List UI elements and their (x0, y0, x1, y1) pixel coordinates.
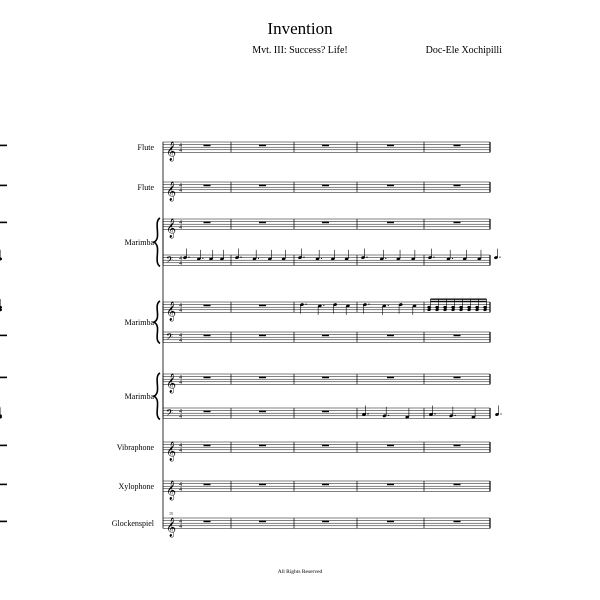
whole-rest (387, 145, 394, 147)
augmentation-dot (202, 258, 203, 259)
note-beam (431, 301, 487, 302)
whole-rest (454, 145, 461, 147)
note-head (451, 309, 454, 312)
whole-rest (204, 521, 211, 523)
whole-rest (322, 335, 329, 337)
whole-rest (322, 145, 329, 147)
whole-rest (259, 335, 266, 337)
augmentation-dot (388, 415, 389, 416)
whole-rest (387, 185, 394, 187)
time-signature-bottom: 4 (179, 188, 182, 194)
whole-rest (259, 445, 266, 447)
note-head (443, 309, 446, 312)
augmentation-dot (499, 257, 500, 258)
whole-rest (0, 222, 7, 224)
whole-rest (322, 521, 329, 523)
treble-clef-icon: 𝄞 (166, 373, 177, 394)
note-head (443, 306, 446, 309)
whole-rest (322, 377, 329, 379)
whole-rest (259, 411, 266, 413)
augmentation-dot (258, 258, 259, 259)
bass-clef-icon: 𝄢 (166, 331, 174, 345)
note-head (467, 309, 470, 312)
grand-staff-brace (154, 373, 160, 419)
augmentation-dot (366, 257, 367, 258)
time-signature-top: 4 (179, 481, 182, 488)
note-head (483, 306, 486, 309)
whole-rest (387, 222, 394, 224)
whole-rest (322, 445, 329, 447)
time-signature-top: 4 (179, 374, 182, 381)
whole-rest (204, 377, 211, 379)
augmentation-dot (388, 305, 389, 306)
whole-rest (0, 521, 7, 523)
whole-rest (387, 445, 394, 447)
instrument-label: Vibraphone (116, 443, 154, 453)
treble-clef-icon: 𝄞 (166, 218, 177, 239)
instrument-label: Marimba (124, 318, 154, 328)
augmentation-dot (500, 413, 501, 414)
whole-rest (204, 145, 211, 147)
whole-rest (259, 484, 266, 486)
whole-rest (387, 377, 394, 379)
whole-rest (204, 484, 211, 486)
treble-clef-icon: 𝄞 (166, 441, 177, 462)
time-signature-bottom: 4 (179, 524, 182, 530)
note-head (475, 306, 478, 309)
note-head (459, 306, 462, 309)
whole-rest (454, 484, 461, 486)
augmentation-dot (385, 258, 386, 259)
whole-rest (204, 411, 211, 413)
augmentation-dot (305, 304, 306, 305)
time-signature-top: 4 (179, 142, 182, 149)
time-signature-bottom: 4 (179, 487, 182, 493)
whole-rest (387, 335, 394, 337)
time-signature-top: 4 (179, 219, 182, 226)
whole-rest (0, 484, 7, 486)
time-signature-bottom: 4 (179, 148, 182, 154)
whole-rest (259, 145, 266, 147)
augmentation-dot (303, 257, 304, 258)
time-signature-bottom: 4 (179, 308, 182, 314)
bass-clef-icon: 𝄢 (166, 254, 174, 268)
whole-rest (454, 335, 461, 337)
time-signature-top: 4 (179, 182, 182, 189)
octave-marking: 15 (169, 511, 173, 516)
whole-rest (454, 377, 461, 379)
score-title: Invention (267, 19, 333, 38)
grand-staff-brace (154, 218, 160, 266)
note-head (467, 306, 470, 309)
time-signature-top: 4 (179, 518, 182, 525)
time-signature-top: 4 (179, 408, 182, 415)
treble-clef-icon: 𝄞 (166, 517, 177, 538)
treble-clef-icon: 𝄞 (166, 301, 177, 322)
time-signature-top: 4 (179, 255, 182, 262)
whole-rest (0, 335, 7, 337)
whole-rest (259, 222, 266, 224)
whole-rest (259, 185, 266, 187)
instrument-label: Flute (137, 143, 154, 153)
note-head (427, 306, 430, 309)
augmentation-dot (367, 413, 368, 414)
instrument-label: Flute (137, 183, 154, 193)
note-head (475, 309, 478, 312)
time-signature-top: 4 (179, 332, 182, 339)
augmentation-dot (433, 257, 434, 258)
instrument-label: Xylophone (118, 482, 154, 492)
whole-rest (204, 305, 211, 307)
time-signature-bottom: 4 (179, 225, 182, 231)
whole-rest (454, 185, 461, 187)
note-head (451, 306, 454, 309)
bass-clef-icon: 𝄢 (166, 407, 174, 421)
whole-rest (0, 445, 7, 447)
whole-rest (204, 222, 211, 224)
composer-name: Doc-Ele Xochipilli (425, 45, 502, 56)
augmentation-dot (368, 304, 369, 305)
movement-subtitle: Mvt. III: Success? Life! (252, 45, 348, 56)
whole-rest (0, 145, 7, 147)
augmentation-dot (321, 258, 322, 259)
augmentation-dot (434, 413, 435, 414)
augmentation-dot (455, 415, 456, 416)
time-signature-bottom: 4 (179, 414, 182, 420)
whole-rest (204, 335, 211, 337)
treble-clef-icon: 𝄞 (166, 141, 177, 162)
whole-rest (259, 377, 266, 379)
whole-rest (259, 521, 266, 523)
time-signature-top: 4 (179, 442, 182, 449)
grand-staff-brace (154, 301, 160, 343)
note-head (459, 309, 462, 312)
whole-rest (322, 222, 329, 224)
whole-rest (454, 521, 461, 523)
time-signature-top: 4 (179, 302, 182, 309)
instrument-label: Glockenspiel (111, 519, 154, 529)
time-signature-bottom: 4 (179, 338, 182, 344)
whole-rest (387, 521, 394, 523)
time-signature-bottom: 4 (179, 261, 182, 267)
whole-rest (322, 411, 329, 413)
treble-clef-icon: 𝄞 (166, 181, 177, 202)
note-head (427, 309, 430, 312)
time-signature-bottom: 4 (179, 448, 182, 454)
whole-rest (204, 185, 211, 187)
whole-rest (322, 484, 329, 486)
whole-rest (0, 185, 7, 187)
whole-rest (204, 445, 211, 447)
copyright-notice: All Rights Reserved (277, 569, 323, 575)
note-head (435, 309, 438, 312)
time-signature-bottom: 4 (179, 380, 182, 386)
whole-rest (0, 377, 7, 379)
whole-rest (454, 222, 461, 224)
note-head (435, 306, 438, 309)
whole-rest (387, 484, 394, 486)
instrument-label: Marimba (124, 392, 154, 402)
augmentation-dot (240, 257, 241, 258)
instrument-label: Marimba (124, 238, 154, 248)
note-head (483, 309, 486, 312)
augmentation-dot (452, 258, 453, 259)
treble-clef-icon: 𝄞 (166, 480, 177, 501)
note-beam (431, 299, 487, 300)
augmentation-dot (188, 257, 189, 258)
whole-rest (322, 185, 329, 187)
whole-rest (259, 305, 266, 307)
whole-rest (454, 445, 461, 447)
augmentation-dot (323, 305, 324, 306)
